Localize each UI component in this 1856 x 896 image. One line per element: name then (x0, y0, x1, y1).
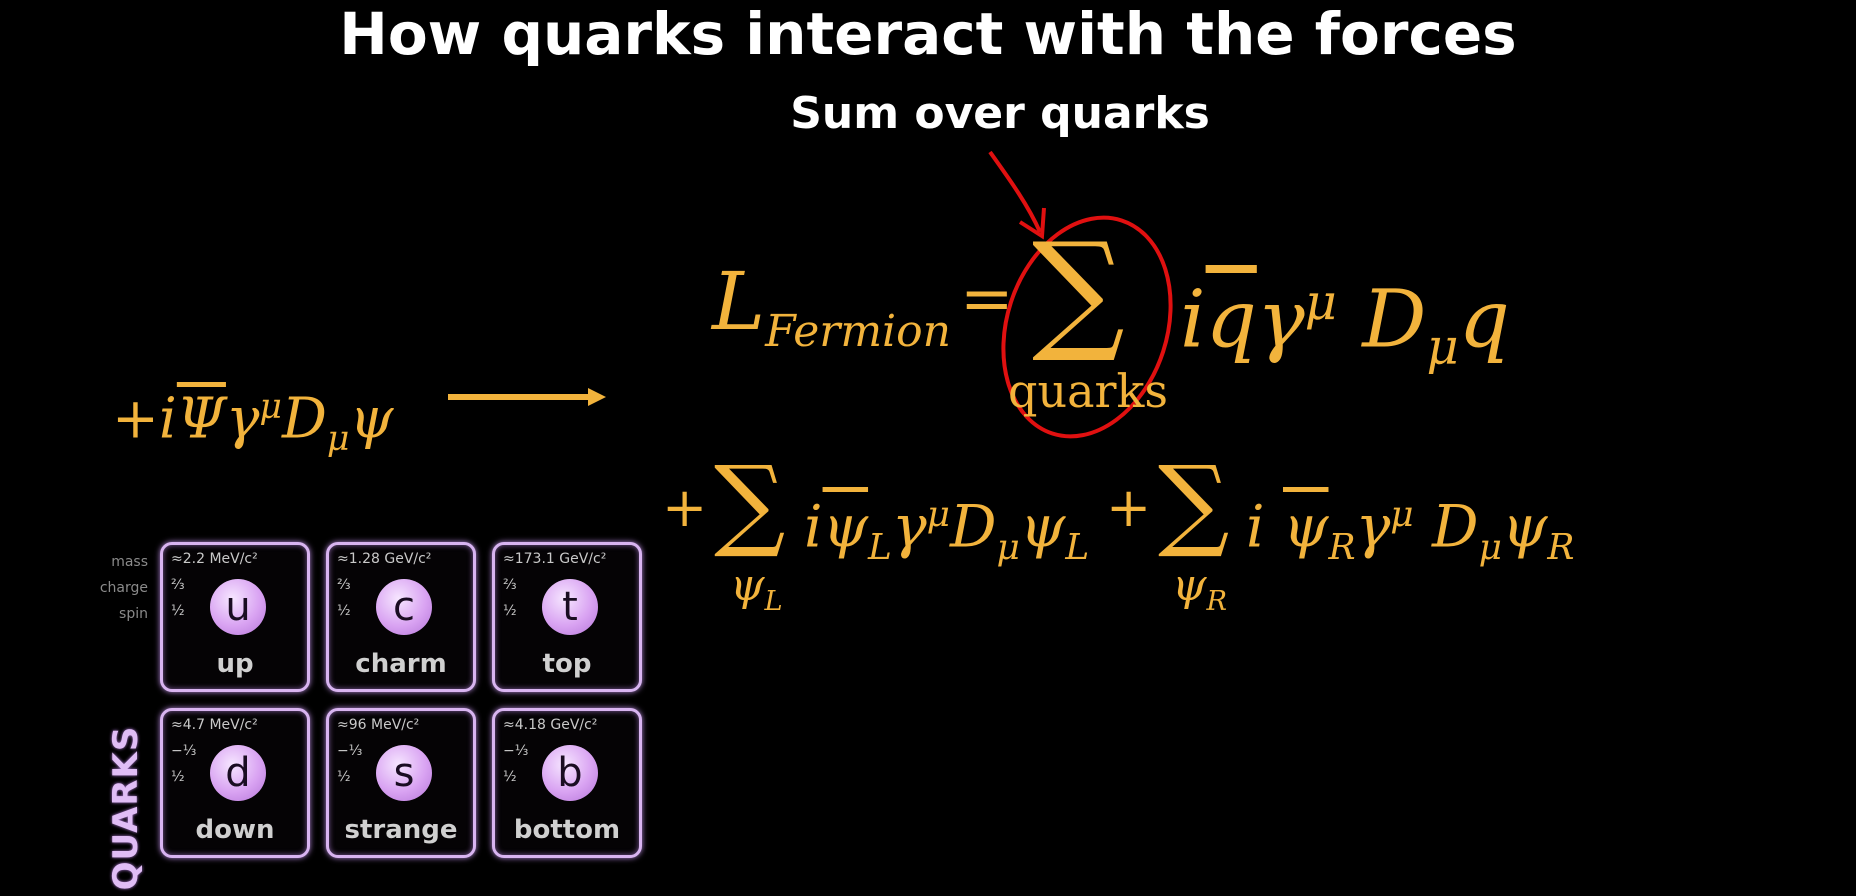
lagrangian-term-left (112, 372, 393, 474)
sum-symbol: ∑ (1032, 214, 1125, 366)
mu-sub: μ (1426, 317, 1459, 376)
mu-sub: μ (326, 418, 350, 459)
quark-symbol: t (542, 579, 598, 635)
quark-card-strange: ≈96 MeV/c² −⅓ ½ s strange (326, 708, 476, 858)
annotation-sum-over-quarks: Sum over quarks (790, 88, 1210, 139)
quark-card-up: ≈2.2 MeV/c² ⅔ ½ u up (160, 542, 310, 692)
quark-symbol: d (210, 745, 266, 801)
quark-card-down: ≈4.7 MeV/c² −⅓ ½ d down (160, 708, 310, 858)
psi-bar: $\overline{\Psi}$ (176, 386, 226, 452)
quark-symbol: u (210, 579, 266, 635)
quark-term (1180, 252, 1510, 397)
right-arrow-icon (444, 382, 610, 412)
gamma: γ (1256, 272, 1305, 366)
plus-sign-2: + (1106, 476, 1152, 539)
left-handed-term: $i\overline{\psi}_L\gamma^\mu D_\mu\psi_L$ (804, 492, 1090, 568)
quarks-group-label: QUARKS (106, 725, 146, 891)
mu-sup: μ (1304, 273, 1337, 331)
covariant-derivative: D (282, 386, 327, 452)
plus-sign-1: + (662, 476, 708, 539)
covariant-derivative: D (1362, 272, 1427, 366)
row-label-spin: spin (119, 606, 148, 622)
equals-sign: = (960, 262, 1014, 336)
quark-symbol: c (376, 579, 432, 635)
mu-sup: μ (259, 387, 282, 427)
quark-name: down (195, 815, 275, 845)
i: i (1180, 272, 1206, 366)
sum-subscript-psiL: $\psi_L$ (730, 560, 783, 617)
L-subscript-fermion: Fermion (765, 306, 951, 357)
sum-symbol-right: ∑ (1158, 444, 1230, 561)
right-handed-term: i $\overline{\psi}_R\gamma^\mu$ $D_\mu\psi_R$ (1246, 492, 1575, 568)
q-bar: $\overline{q}$ (1205, 272, 1257, 366)
psi: ψ (349, 386, 394, 452)
quark-card-bottom: ≈4.18 GeV/c² −⅓ ½ b bottom (492, 708, 642, 858)
quark-name: strange (344, 815, 458, 845)
row-label-charge: charge (99, 580, 148, 596)
quark-name: top (542, 649, 592, 679)
quark-card-charm: ≈1.28 GeV/c² ⅔ ½ c charm (326, 542, 476, 692)
sum-subscript-quarks: quarks (1008, 364, 1168, 418)
quark-name: charm (355, 649, 447, 679)
row-label-mass: mass (111, 554, 148, 570)
sum-subscript-psiR: $\psi_R$ (1172, 560, 1228, 617)
L-symbol: L (712, 255, 766, 348)
quark-card-top: ≈173.1 GeV/c² ⅔ ½ t top (492, 542, 642, 692)
prefix: +i (112, 386, 177, 452)
quark-name: up (216, 649, 254, 679)
quark-symbol: b (542, 745, 598, 801)
gamma: γ (225, 386, 260, 452)
lagrangian-L (712, 252, 951, 382)
page-title: How quarks interact with the forces (339, 0, 1517, 68)
quark-symbol: s (376, 745, 432, 801)
sum-symbol-left: ∑ (714, 444, 786, 561)
q: q (1458, 272, 1510, 366)
quark-name: bottom (513, 815, 621, 845)
